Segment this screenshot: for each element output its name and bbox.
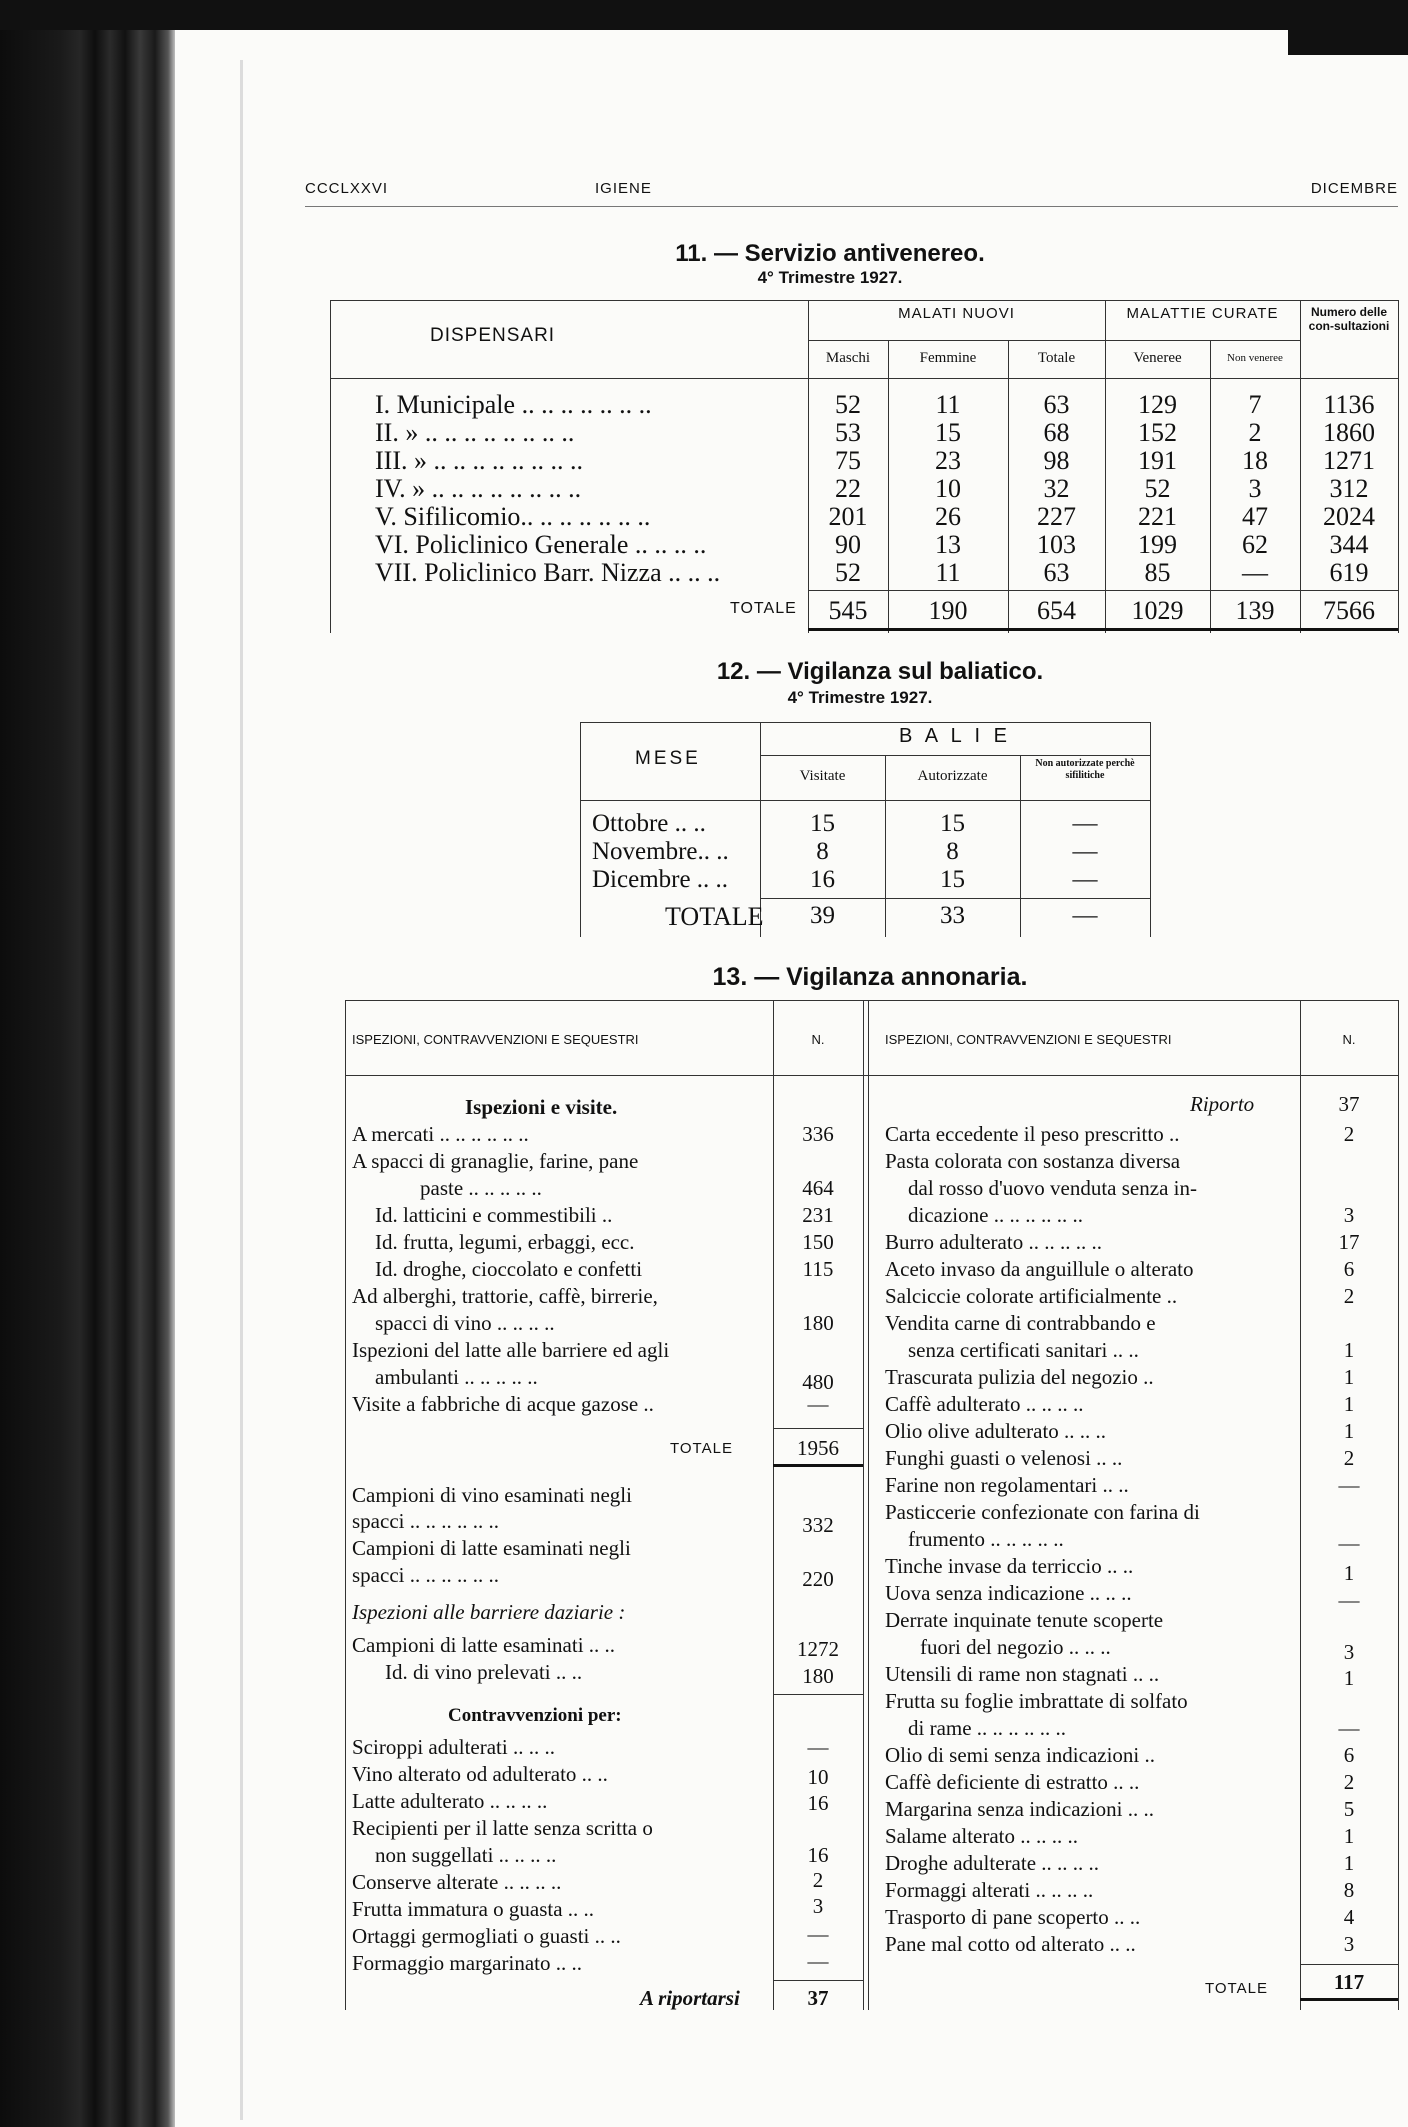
table12-col-mese: MESE (635, 748, 701, 769)
table11-col-dispensari: DISPENSARI (430, 325, 556, 346)
table12-subtitle: 4° Trimestre 1927. (787, 688, 933, 707)
table11-col-veneree: Veneree (1133, 350, 1182, 366)
header-page-number: CCCLXXVI (305, 180, 389, 197)
table13-right-totale-value: 117 (1333, 1970, 1365, 1994)
header-rule (305, 206, 1398, 207)
table11-subtitle: 4° Trimestre 1927. (757, 268, 903, 287)
running-header (305, 180, 1398, 204)
table11-col-numero: Numero delle con-sultazioni (1308, 305, 1390, 333)
table12-col-nonautorizzate: Non autorizzate perchè sifilitiche (1035, 758, 1135, 781)
barriere-heading: Ispezioni alle barriere daziarie : (352, 1600, 626, 1624)
header-section: IGIENE (595, 180, 652, 197)
table13-right-totale-label: TOTALE (1205, 1980, 1268, 1997)
header-month: DICEMBRE (1310, 180, 1398, 197)
contravvenzioni-heading: Contravvenzioni per: (448, 1705, 622, 1726)
page-edge-line (240, 60, 243, 2120)
table13-left-col-header: ISPEZIONI, CONTRAVVENZIONI E SEQUESTRI (352, 1032, 639, 1047)
table11-group-malati: MALATI NUOVI (898, 305, 1015, 322)
table11-col-femmine: Femmine (919, 350, 977, 366)
a-riportarsi-value: 37 (807, 1986, 829, 2010)
table11-col-nonveneree: Non veneree (1227, 352, 1283, 364)
table13-left-totale-value: 1956 (797, 1436, 839, 1460)
table11-title: 11. — Servizio antivenereo. (675, 240, 985, 267)
section-heading: Ispezioni e visite. (465, 1095, 618, 1119)
riporto-label: Riporto (1190, 1092, 1255, 1116)
table12-col-autorizzate: Autorizzate (917, 768, 988, 784)
riporto-value: 37 (1338, 1092, 1360, 1116)
table13-right-col-header: ISPEZIONI, CONTRAVVENZIONI E SEQUESTRI (885, 1032, 1172, 1047)
table12-group-balie: B A L I E (899, 725, 1011, 747)
table11-group-malattie: MALATTIE CURATE (1126, 305, 1279, 322)
table13-left-totale-label: TOTALE (670, 1440, 733, 1457)
book-binding-edge (0, 30, 175, 2127)
table11-col-maschi: Maschi (825, 350, 871, 366)
table12-col-visitate: Visitate (799, 768, 846, 784)
table12-title: 12. — Vigilanza sul baliatico. (716, 658, 1044, 685)
scan-border-corner (1288, 0, 1408, 55)
table11-col-totale: Totale (1037, 350, 1076, 366)
table13-title: 13. — Vigilanza annonaria. (712, 963, 1028, 991)
table13-right-col-n: N. (1342, 1032, 1356, 1047)
scan-border-top (0, 0, 1408, 30)
a-riportarsi-label: A riportarsi (640, 1986, 740, 2010)
table13-left-col-n: N. (811, 1032, 825, 1047)
